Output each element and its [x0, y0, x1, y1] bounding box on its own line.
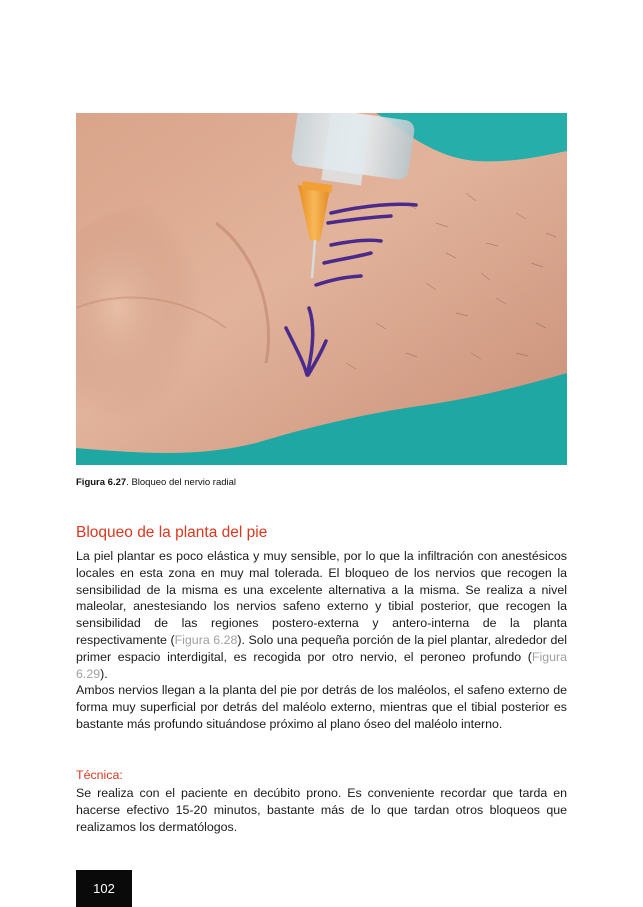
paragraph-1-text-a: La piel plantar es poco elástica y muy sensible, por lo que la infiltración con anestésicos locales en esta zona en muy mal tolerada. El bloqueo de los nervios que recogen la sensibilidad de la misma es una excelente alternativa a la misma. Se realiza a nivel maleolar, anestesiando los nervios safeno externo y tibial posterior, que recogen la sensibilidad de las regiones postero-externa y antero-interna de la planta respectivamente ( [76, 549, 567, 647]
body-paragraph-3: Se realiza con el paciente en decúbito prono. Es conveniente recordar que tarda en hacerse efectivo 15-20 minutos, bastante más de lo que tardan otros bloqueos que realizamos los dermatólogos. [76, 786, 567, 834]
figure-caption [76, 477, 567, 489]
figure-caption-text: . Bloqueo del nervio radial [126, 477, 237, 488]
figure-reference-6-28[interactable]: Figura 6.28 [174, 632, 238, 647]
wrist-injection-image [76, 113, 567, 465]
technique-subheading: Técnica: [76, 768, 123, 782]
figure-photo [76, 113, 567, 465]
page-number-box [76, 870, 132, 907]
page-number: 102 [93, 881, 115, 896]
figure-reference-6-29[interactable]: Figura 6.29 [76, 649, 567, 681]
paragraph-1-text-c: ). [100, 666, 108, 681]
paragraph-1-text-b: ). Solo una pequeña porción de la piel plantar, alrededor del primer espacio interdigital, es recogida por otro nervio, el peroneo profundo ( [76, 632, 568, 664]
figure-label: Figura 6.27 [76, 477, 127, 488]
body-paragraph-2: Ambos nervios llegan a la planta del pie por detrás de los maléolos, el safeno externo de forma muy superficial por detrás del maléolo externo, mientras que el tibial posterior es bastante más profundo situándose próximo al plano óseo del maléolo interno. [76, 683, 567, 731]
body-paragraph-1 [76, 548, 567, 682]
section-heading: Bloqueo de la planta del pie [76, 524, 268, 541]
